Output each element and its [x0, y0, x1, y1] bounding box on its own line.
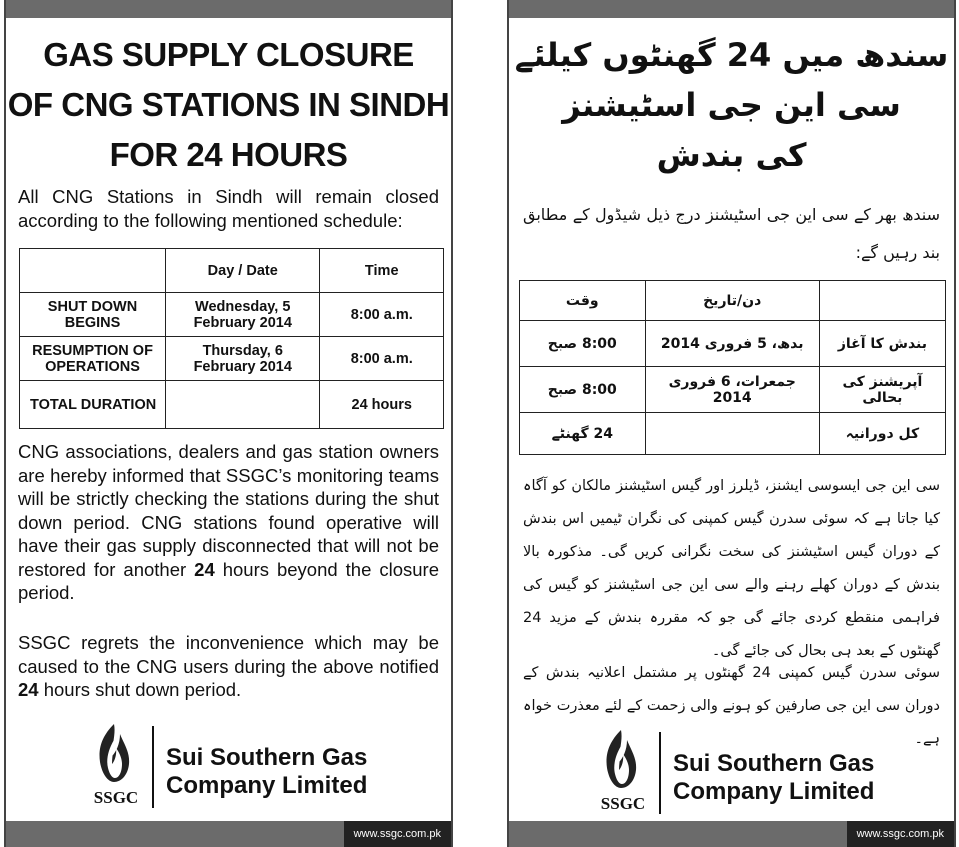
table-header-time: Time [320, 249, 444, 293]
english-advertisement [4, 0, 453, 847]
logo-divider [152, 726, 154, 808]
company-name: Sui Southern Gas Company Limited [166, 744, 368, 799]
headline-line-2: سی این جی اسٹیشنز [562, 86, 901, 124]
row-date [166, 381, 320, 429]
table-row [20, 337, 444, 381]
row-date: Thursday, 6 February 2014 [166, 337, 320, 381]
row-label: آپریشنز کی بحالی [819, 367, 945, 413]
table-header-blank [819, 281, 945, 321]
headline-line-3: FOR 24 HOURS [109, 136, 348, 173]
ssgc-logo [76, 722, 376, 812]
table-header-row [20, 249, 444, 293]
monitoring-paragraph: سی این جی ایسوسی ایشنز، ڈیلرز اور گیس اسٹیشنز مالکان کو آگاہ کیا جاتا ہے کہ سوئی سدرن گیس کمپنی کی نگران ٹیمیں اس بندش کے دوران گیس اسٹیشنز کی سخت نگرانی کریں گی۔ مذکورہ بالا بندش کے دوران کھلے رہنے والے سی این جی اسٹیشنز کو گیس کی فراہمی منقطع کردی جائے گی جو کہ مقررہ بندش کے مزید 24 گھنٹوں کے بعد ہی بحال کی جائے گی۔ [523, 478, 940, 659]
headline-line-3: کی بندش [656, 136, 807, 174]
table-header-blank [20, 249, 166, 293]
intro-text: سندھ بھر کے سی این جی اسٹیشنز درج ذیل شیڈول کے مطابق بند رہیں گے: [523, 205, 940, 262]
website-url: www.ssgc.com.pk [847, 821, 954, 847]
top-bar [6, 0, 451, 18]
schedule-table [519, 280, 946, 455]
table-row [520, 413, 946, 455]
headline-line-2: OF CNG STATIONS IN SINDH [7, 86, 450, 123]
monitoring-paragraph: CNG associations, dealers and gas station owners are hereby informed that SSGC’s monitoring teams will be strictly checking the stations during the shut down period. CNG stations found operative will have their gas supply disconnected that will not be restored for another 24 hours beyond the closure period. [18, 441, 439, 603]
row-label: بندش کا آغاز [819, 321, 945, 367]
website-url: www.ssgc.com.pk [344, 821, 451, 847]
english-headline [6, 30, 451, 180]
logo-abbreviation: SSGC [93, 788, 139, 807]
row-time: 8:00 a.m. [320, 293, 444, 337]
row-time: 8:00 a.m. [320, 337, 444, 381]
row-label: RESUMPTION OF OPERATIONS [20, 337, 166, 381]
flame-icon [94, 722, 134, 784]
intro-text: All CNG Stations in Sindh will remain closed according to the following mentioned schedule: [18, 186, 439, 231]
row-date [645, 413, 819, 455]
row-date: جمعرات، 6 فروری 2014 [645, 367, 819, 413]
row-date: بدھ، 5 فروری 2014 [645, 321, 819, 367]
row-label: SHUT DOWN BEGINS [20, 293, 166, 337]
urdu-headline [509, 30, 954, 180]
row-date: Wednesday, 5 February 2014 [166, 293, 320, 337]
table-row [520, 367, 946, 413]
logo-abbreviation: SSGC [600, 794, 646, 813]
regret-paragraph: سوئی سدرن گیس کمپنی 24 گھنٹوں پر مشتمل اعلانیہ بندش کے دوران سی این جی صارفین کو ہونے والی زحمت کے لئے معذرت خواہ ہے۔ [523, 665, 940, 747]
table-row [520, 321, 946, 367]
table-header-date: دن/تاریخ [645, 281, 819, 321]
row-time: 24 گھنٹے [520, 413, 646, 455]
table-row [20, 381, 444, 429]
schedule-table [19, 248, 444, 429]
headline-line-1: سندھ میں 24 گھنٹوں کیلئے [514, 36, 949, 74]
headline-line-1: GAS SUPPLY CLOSURE [43, 36, 414, 73]
regret-paragraph: SSGC regrets the inconvenience which may be caused to the CNG users during the above notified 24 hours shut down period. [18, 632, 439, 700]
table-header-time: وقت [520, 281, 646, 321]
table-row [20, 293, 444, 337]
row-label: کل دورانیہ [819, 413, 945, 455]
table-header-row [520, 281, 946, 321]
row-time: 8:00 صبح [520, 367, 646, 413]
ssgc-logo [583, 728, 883, 818]
logo-divider [659, 732, 661, 814]
top-bar [509, 0, 954, 18]
company-name: Sui Southern Gas Company Limited [673, 750, 875, 805]
row-label: TOTAL DURATION [20, 381, 166, 429]
row-time: 24 hours [320, 381, 444, 429]
table-header-date: Day / Date [166, 249, 320, 293]
urdu-advertisement [507, 0, 956, 847]
row-time: 8:00 صبح [520, 321, 646, 367]
flame-icon [601, 728, 641, 790]
